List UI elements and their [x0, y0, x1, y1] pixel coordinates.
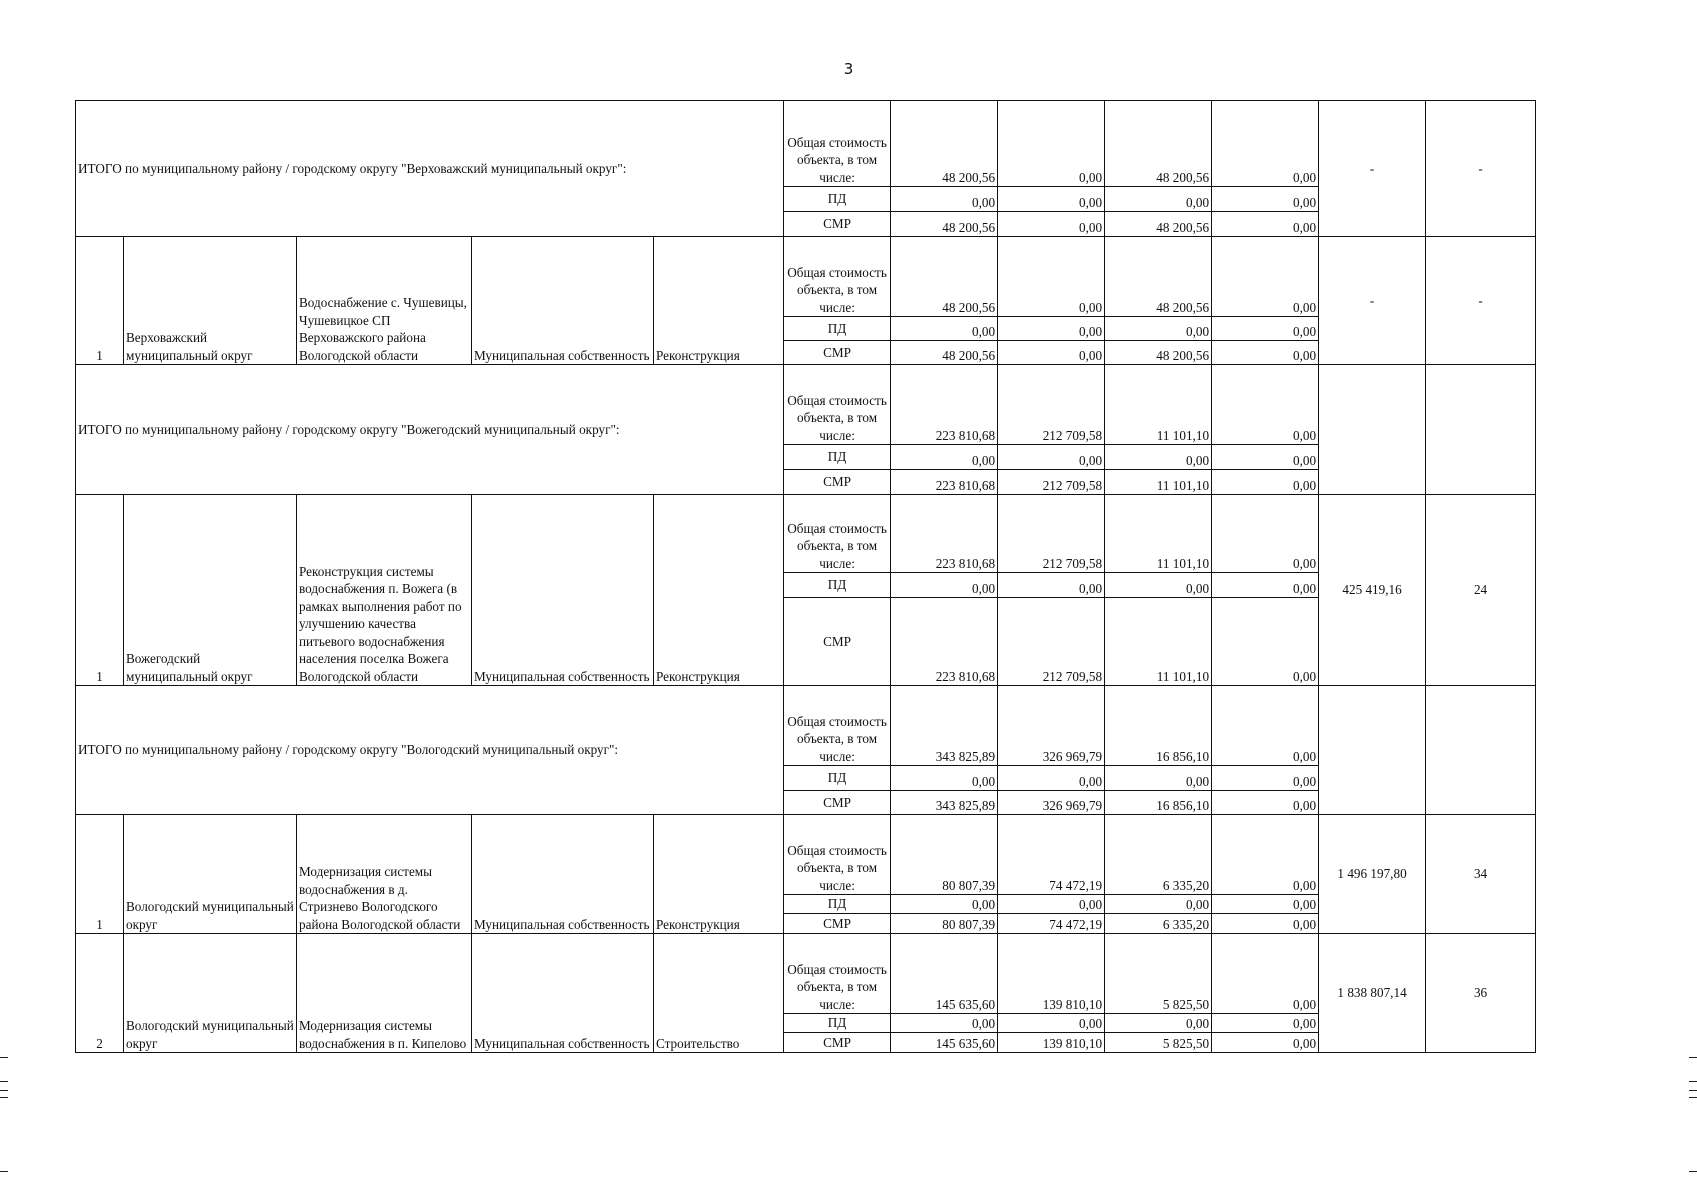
row-type-total: Общая стоимость объекта, в том числе: — [784, 101, 891, 187]
value-cell: 48 200,56 — [891, 237, 998, 317]
district-name: Вологодский муниципальный округ — [124, 934, 297, 1053]
object-name: Модернизация системы водоснабжения в д. Стризнево Вологодского района Вологодской области — [297, 815, 472, 934]
row-type-smr: СМР — [784, 598, 891, 686]
value-cell: 0,00 — [998, 573, 1105, 598]
value-cell: 48 200,56 — [891, 341, 998, 365]
row-type-pd: ПД — [784, 317, 891, 341]
row-type-total: Общая стоимость объекта, в том числе: — [784, 815, 891, 895]
row-type-total: Общая стоимость объекта, в том числе: — [784, 495, 891, 573]
row-type-pd: ПД — [784, 895, 891, 914]
scan-edge-mark — [1689, 1057, 1697, 1058]
item-row — [76, 934, 1536, 1014]
value-cell: 0,00 — [1212, 914, 1319, 934]
district-name: Верховажский муниципальный округ — [124, 237, 297, 365]
object-name: Реконструкция системы водоснабжения п. Вожега (в рамках выполнения работ по улучшению качества питьевого водоснабжения населения поселка Вожега Вологодской области — [297, 495, 472, 686]
value-cell: 343 825,89 — [891, 686, 998, 766]
row-type-pd: ПД — [784, 573, 891, 598]
value-cell: 0,00 — [998, 187, 1105, 212]
row-type-smr: СМР — [784, 470, 891, 495]
value-cell: 0,00 — [1212, 212, 1319, 237]
value-cell: 5 825,50 — [1105, 934, 1212, 1014]
item-row — [76, 815, 1536, 895]
value-cell: 0,00 — [1212, 1014, 1319, 1033]
district-name: Вожегодский муниципальный округ — [124, 495, 297, 686]
value-cell: 11 101,10 — [1105, 365, 1212, 445]
extra-value-1: - — [1319, 237, 1426, 365]
row-type-total: Общая стоимость объекта, в том числе: — [784, 365, 891, 445]
value-cell: 0,00 — [891, 895, 998, 914]
value-cell: 0,00 — [1212, 1033, 1319, 1053]
total-label: ИТОГО по муниципальному району / городскому округу "Верховажский муниципальный округ": — [76, 101, 784, 237]
value-cell: 74 472,19 — [998, 914, 1105, 934]
page-number: 3 — [843, 60, 854, 78]
row-type-pd: ПД — [784, 445, 891, 470]
value-cell: 48 200,56 — [1105, 341, 1212, 365]
value-cell: 0,00 — [998, 766, 1105, 791]
extra-value-2: - — [1426, 237, 1536, 365]
work-type: Реконструкция — [654, 495, 784, 686]
value-cell: 212 709,58 — [998, 598, 1105, 686]
row-type-total: Общая стоимость объекта, в том числе: — [784, 686, 891, 766]
value-cell: 0,00 — [1105, 317, 1212, 341]
value-cell: 343 825,89 — [891, 791, 998, 815]
value-cell: 212 709,58 — [998, 365, 1105, 445]
value-cell: 0,00 — [998, 212, 1105, 237]
extra-value-1: - — [1319, 101, 1426, 237]
extra-value-2 — [1426, 365, 1536, 495]
value-cell: 0,00 — [1105, 766, 1212, 791]
value-cell: 0,00 — [1212, 187, 1319, 212]
value-cell: 223 810,68 — [891, 365, 998, 445]
district-name: Вологодский муниципальный округ — [124, 815, 297, 934]
value-cell: 145 635,60 — [891, 934, 998, 1014]
value-cell: 48 200,56 — [891, 101, 998, 187]
extra-value-2 — [1426, 686, 1536, 815]
scan-edge-mark — [1689, 1090, 1697, 1091]
ownership: Муниципальная собственность — [472, 495, 654, 686]
value-cell: 48 200,56 — [1105, 212, 1212, 237]
item-index: 1 — [76, 495, 124, 686]
value-cell: 326 969,79 — [998, 686, 1105, 766]
value-cell: 16 856,10 — [1105, 686, 1212, 766]
value-cell: 0,00 — [1212, 934, 1319, 1014]
value-cell: 0,00 — [1212, 573, 1319, 598]
value-cell: 0,00 — [1212, 598, 1319, 686]
extra-value-1: 425 419,16 — [1319, 495, 1426, 686]
value-cell: 326 969,79 — [998, 791, 1105, 815]
value-cell: 48 200,56 — [891, 212, 998, 237]
extra-value-1: 1 838 807,14 — [1319, 934, 1426, 1053]
item-row — [76, 495, 1536, 573]
value-cell: 0,00 — [1212, 815, 1319, 895]
extra-value-2: 34 — [1426, 815, 1536, 934]
ownership: Муниципальная собственность — [472, 815, 654, 934]
value-cell: 0,00 — [1212, 791, 1319, 815]
value-cell: 0,00 — [1212, 101, 1319, 187]
value-cell: 0,00 — [1105, 187, 1212, 212]
scan-edge-mark — [0, 1097, 8, 1098]
scan-edge-mark — [0, 1057, 8, 1058]
value-cell: 80 807,39 — [891, 914, 998, 934]
row-type-pd: ПД — [784, 1014, 891, 1033]
value-cell: 145 635,60 — [891, 1033, 998, 1053]
scan-edge-mark — [1689, 1171, 1697, 1172]
value-cell: 0,00 — [1105, 445, 1212, 470]
value-cell: 212 709,58 — [998, 495, 1105, 573]
row-type-smr: СМР — [784, 791, 891, 815]
row-type-total: Общая стоимость объекта, в том числе: — [784, 237, 891, 317]
value-cell: 0,00 — [891, 187, 998, 212]
extra-value-2: 24 — [1426, 495, 1536, 686]
value-cell: 11 101,10 — [1105, 495, 1212, 573]
work-type: Реконструкция — [654, 815, 784, 934]
value-cell: 139 810,10 — [998, 934, 1105, 1014]
row-type-smr: СМР — [784, 341, 891, 365]
value-cell: 0,00 — [1212, 341, 1319, 365]
extra-value-1 — [1319, 686, 1426, 815]
extra-value-2: - — [1426, 101, 1536, 237]
extra-value-1 — [1319, 365, 1426, 495]
value-cell: 16 856,10 — [1105, 791, 1212, 815]
object-name: Модернизация системы водоснабжения в п. Кипелово — [297, 934, 472, 1053]
value-cell: 0,00 — [1212, 470, 1319, 495]
value-cell: 223 810,68 — [891, 495, 998, 573]
scan-edge-mark — [0, 1081, 8, 1082]
value-cell: 80 807,39 — [891, 815, 998, 895]
row-type-pd: ПД — [784, 766, 891, 791]
value-cell: 223 810,68 — [891, 598, 998, 686]
value-cell: 11 101,10 — [1105, 598, 1212, 686]
total-row — [76, 101, 1536, 187]
value-cell: 0,00 — [891, 1014, 998, 1033]
row-type-smr: СМР — [784, 212, 891, 237]
total-label: ИТОГО по муниципальному району / городскому округу "Вологодский муниципальный округ": — [76, 686, 784, 815]
value-cell: 0,00 — [891, 445, 998, 470]
extra-value-2: 36 — [1426, 934, 1536, 1053]
scan-edge-mark — [0, 1171, 8, 1172]
value-cell: 0,00 — [1212, 365, 1319, 445]
scan-edge-mark — [1689, 1097, 1697, 1098]
ownership: Муниципальная собственность — [472, 934, 654, 1053]
total-row — [76, 686, 1536, 766]
value-cell: 0,00 — [998, 341, 1105, 365]
row-type-total: Общая стоимость объекта, в том числе: — [784, 934, 891, 1014]
value-cell: 223 810,68 — [891, 470, 998, 495]
work-type: Строительство — [654, 934, 784, 1053]
value-cell: 212 709,58 — [998, 470, 1105, 495]
item-index: 1 — [76, 815, 124, 934]
value-cell: 0,00 — [998, 1014, 1105, 1033]
value-cell: 0,00 — [1105, 895, 1212, 914]
row-type-smr: СМР — [784, 1033, 891, 1053]
value-cell: 0,00 — [1212, 495, 1319, 573]
scan-edge-mark — [0, 1090, 8, 1091]
value-cell: 139 810,10 — [998, 1033, 1105, 1053]
value-cell: 5 825,50 — [1105, 1033, 1212, 1053]
extra-value-1: 1 496 197,80 — [1319, 815, 1426, 934]
item-index: 2 — [76, 934, 124, 1053]
value-cell: 6 335,20 — [1105, 815, 1212, 895]
value-cell: 0,00 — [1212, 317, 1319, 341]
ownership: Муниципальная собственность — [472, 237, 654, 365]
value-cell: 74 472,19 — [998, 815, 1105, 895]
value-cell: 0,00 — [1212, 766, 1319, 791]
object-name: Водоснабжение с. Чушевицы, Чушевицкое СП Верховажского района Вологодской области — [297, 237, 472, 365]
value-cell: 0,00 — [998, 895, 1105, 914]
work-type: Реконструкция — [654, 237, 784, 365]
row-type-pd: ПД — [784, 187, 891, 212]
value-cell: 0,00 — [998, 445, 1105, 470]
value-cell: 0,00 — [891, 766, 998, 791]
value-cell: 0,00 — [1212, 445, 1319, 470]
financing-table — [75, 100, 1536, 1053]
value-cell: 0,00 — [998, 101, 1105, 187]
value-cell: 11 101,10 — [1105, 470, 1212, 495]
value-cell: 0,00 — [1212, 895, 1319, 914]
value-cell: 0,00 — [1212, 686, 1319, 766]
value-cell: 0,00 — [1212, 237, 1319, 317]
scan-edge-mark — [1689, 1081, 1697, 1082]
value-cell: 0,00 — [998, 237, 1105, 317]
value-cell: 0,00 — [1105, 573, 1212, 598]
total-label: ИТОГО по муниципальному району / городскому округу "Вожегодский муниципальный округ": — [76, 365, 784, 495]
value-cell: 0,00 — [891, 573, 998, 598]
value-cell: 0,00 — [998, 317, 1105, 341]
item-index: 1 — [76, 237, 124, 365]
value-cell: 48 200,56 — [1105, 101, 1212, 187]
total-row — [76, 365, 1536, 445]
row-type-smr: СМР — [784, 914, 891, 934]
value-cell: 0,00 — [891, 317, 998, 341]
item-row — [76, 237, 1536, 317]
value-cell: 6 335,20 — [1105, 914, 1212, 934]
value-cell: 0,00 — [1105, 1014, 1212, 1033]
value-cell: 48 200,56 — [1105, 237, 1212, 317]
